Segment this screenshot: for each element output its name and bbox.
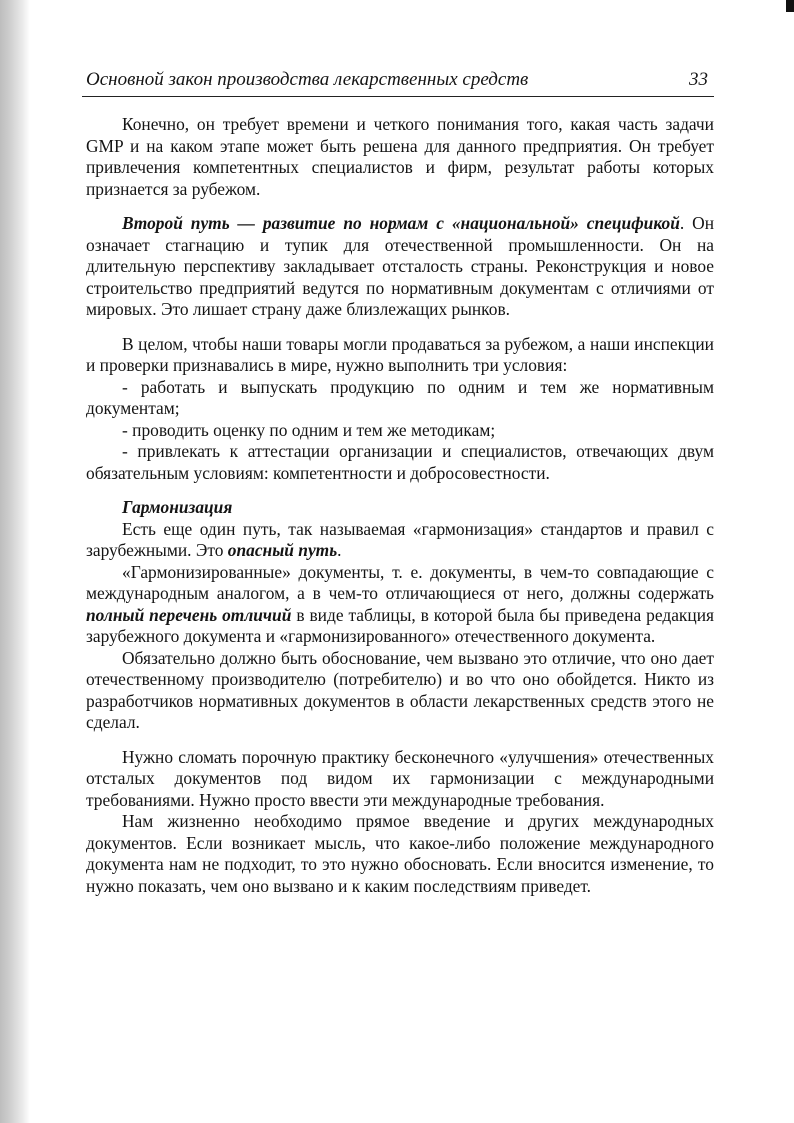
paragraph-4-text: Есть еще один путь, так называемая «гармонизация» стандартов и правил с зарубежными. Это [86,518,714,560]
paragraph-1: Конечно, он требует времени и четкого понимания того, какая часть задачи GMP и на каком этапе может быть решена для данного предприятия. Он требует привлечения компетентных специалистов и фирм, результат работы которых признается за рубежом. [86,114,714,199]
scan-edge-shadow [0,0,30,1123]
paragraph-5-emphasis: полный перечень отличий [86,604,292,625]
section-heading-text: Гармонизация [122,497,233,517]
paragraph-5 [86,562,714,648]
paragraph-2-emphasis: Второй путь — развитие по нормам с «национальной» спецификой [122,213,680,233]
paragraph-6: Обязательно должно быть обоснование, чем вызвано это отличие, что оно дает отечественному производителю (потребителю) и во что оно обойдется. Никто из разработчиков нормативных документов в области лекарственных средств этого не сделал. [86,647,714,732]
paragraph-5-text-a: «Гармонизированные» документы, т. е. документы, в чем-то совпадающие с международным аналогом, а в чем-то отличающиеся от него, должны содержать [86,561,714,603]
list-item-3: - привлекать к аттестации организации и специалистов, отвечающих двум обязательным условиям: компетентности и добросовестности. [86,441,714,483]
scan-corner-mark [786,0,794,12]
running-header [82,66,714,97]
paragraph-3: В целом, чтобы наши товары могли продаваться за рубежом, а наши инспекции и проверки признавались в мире, нужно выполнить три условия: [86,333,714,375]
section-heading [86,497,714,519]
paragraph-4-end: . [337,540,342,560]
page-body [86,114,714,897]
paragraph-8: Нам жизненно необходимо прямое введение и других международных документов. Если возникает мысль, что какое-либо положение международного документа нам не подходит, то это нужно обосновать. Если вносится изменение, то нужно показать, чем оно вызвано и к каким последствиям приведет. [86,811,714,896]
list-item-2: - проводить оценку по одним и тем же методикам; [122,419,496,440]
paragraph-5-text-b: в виде таблицы, в которой была бы приведена редакция зарубежного документа и «гармонизированного» отечественного документа. [86,604,714,646]
paragraph-7: Нужно сломать порочную практику бесконечного «улучшения» отечественных отсталых документов под видом их гармонизации с международными требованиями. Нужно просто ввести эти международные требования. [86,746,714,810]
list-item-1: - работать и выпускать продукцию по одним и тем же нормативным документам; [86,376,714,418]
paragraph-4 [86,519,714,562]
page-number: 33 [689,69,708,90]
paragraph-2 [86,213,714,321]
running-title: Основной закон производства лекарственных средств [86,69,529,90]
paragraph-4-emphasis: опасный путь [227,540,338,560]
paragraph-2-text: . Он означает стагнацию и тупик для отечественной промышленности. Он на длительную перспективу закладывает отсталость страны. Реконструкция и новое строительство предприятий ведутся по нормативным документам с отличиями от мировых. Это лишает страну даже близлежащих рынков. [86,213,715,319]
